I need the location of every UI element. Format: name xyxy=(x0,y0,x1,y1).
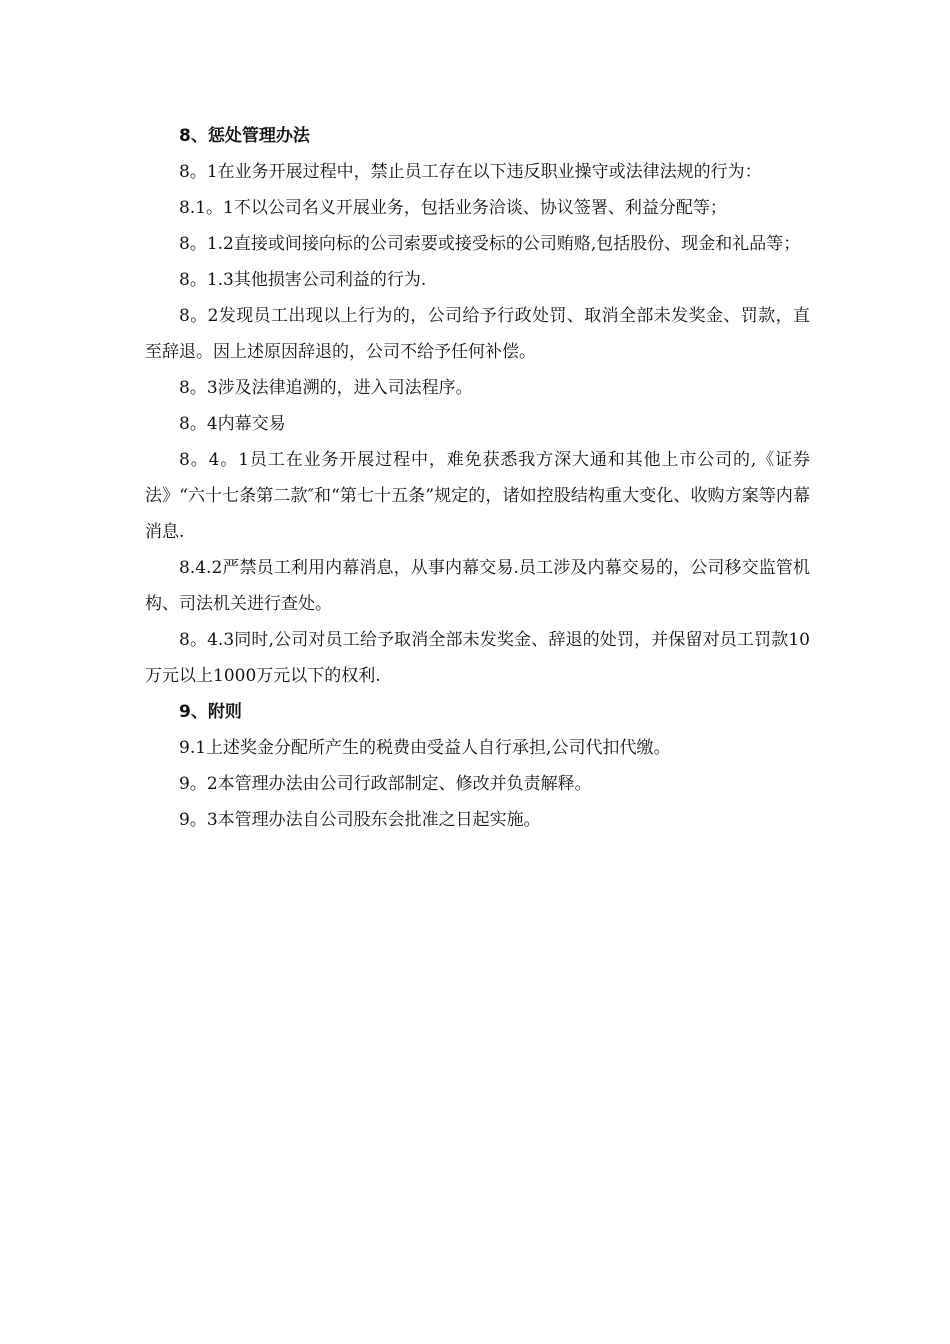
section-8 xyxy=(145,118,810,694)
document-page xyxy=(145,118,810,838)
paragraph: 8.4.2严禁员工利用内幕消息，从事内幕交易.员工涉及内幕交易的，公司移交监管机构、司法机关进行查处。 xyxy=(145,558,810,614)
paragraph: 8。1在业务开展过程中，禁止员工存在以下违反职业操守或法律法规的行为： xyxy=(179,162,762,182)
paragraph: 8。1.3其他损害公司利益的行为. xyxy=(179,270,427,290)
paragraph: 8。4.3同时,公司对员工给予取消全部未发奖金、辞退的处罚，并保留对员工罚款10万元以上1000万元以下的权利. xyxy=(145,630,810,686)
paragraph: 8。2发现员工出现以上行为的，公司给予行政处罚、取消全部未发奖金、罚款，直至辞退。因上述原因辞退的，公司不给予任何补偿。 xyxy=(145,306,810,362)
paragraph: 8。3涉及法律追溯的，进入司法程序。 xyxy=(179,378,473,398)
paragraph: 8。1.2直接或间接向标的公司索要或接受标的公司贿赂,包括股份、现金和礼品等； xyxy=(179,234,801,254)
paragraph: 8.1。1不以公司名义开展业务，包括业务洽谈、协议签署、利益分配等； xyxy=(179,198,727,218)
paragraph: 9.1上述奖金分配所产生的税费由受益人自行承担,公司代扣代缴。 xyxy=(179,738,671,758)
paragraph: 8。4内幕交易 xyxy=(179,414,286,434)
paragraph: 9。3本管理办法自公司股东会批准之日起实施。 xyxy=(179,810,541,830)
section-9 xyxy=(145,694,810,838)
section-heading: 9、附则 xyxy=(179,702,242,722)
section-heading: 8、惩处管理办法 xyxy=(179,126,310,146)
paragraph: 9。2本管理办法由公司行政部制定、修改并负责解释。 xyxy=(179,774,592,794)
paragraph: 8。4。1员工在业务开展过程中，难免获悉我方深大通和其他上市公司的,《证券法》“六十七条第二款″和“第七十五条”规定的，诸如控股结构重大变化、收购方案等内幕消息. xyxy=(145,450,810,542)
